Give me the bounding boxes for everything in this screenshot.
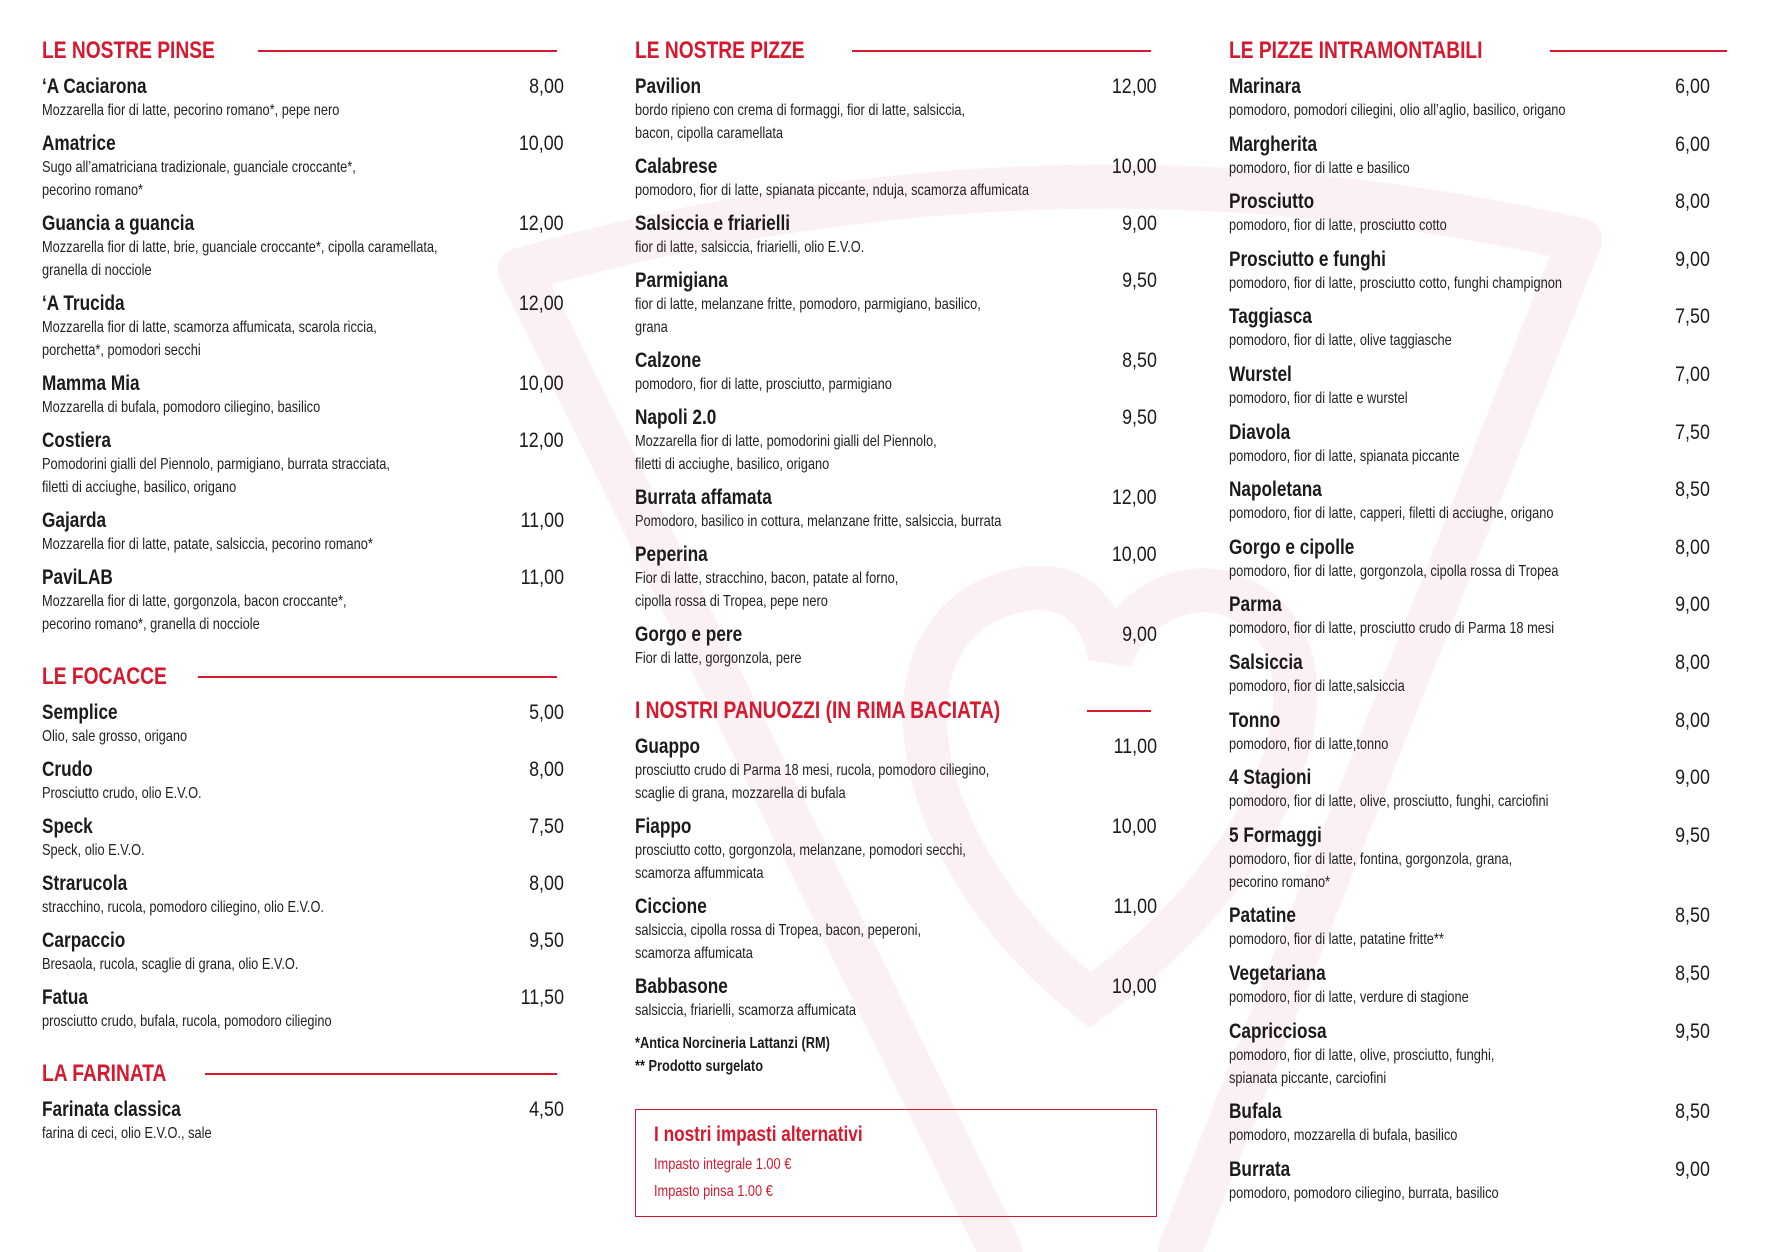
menu-item bbox=[1229, 363, 1710, 410]
item-name: Burrata bbox=[1229, 1157, 1291, 1181]
item-price: 9,00 bbox=[1122, 623, 1157, 646]
item-price: 9,50 bbox=[1122, 406, 1157, 429]
section-divider bbox=[205, 1073, 557, 1075]
item-description: pomodoro, fior di latte, patatine fritte** bbox=[1229, 931, 1444, 949]
menu-item bbox=[1229, 709, 1710, 756]
item-description: prosciutto crudo di Parma 18 mesi, rucola, pomodoro ciliegino, scaglie di grana, mozzarella di bufala bbox=[635, 762, 990, 802]
section-header bbox=[635, 33, 1157, 69]
item-price: 10,00 bbox=[1112, 815, 1157, 838]
item-description: pomodoro, fior di latte, prosciutto crudo di Parma 18 mesi bbox=[1229, 620, 1555, 638]
item-description: Mozzarella fior di latte, patate, salsiccia, pecorino romano* bbox=[42, 536, 373, 553]
item-price: 11,00 bbox=[1113, 735, 1157, 758]
item-name: ‘A Caciarona bbox=[42, 75, 147, 98]
item-name: Diavola bbox=[1229, 420, 1291, 444]
item-price: 12,00 bbox=[1112, 486, 1157, 509]
item-name: Costiera bbox=[42, 429, 111, 452]
menu-item bbox=[1229, 1020, 1710, 1090]
section-divider bbox=[198, 676, 557, 678]
menu-item bbox=[1229, 1158, 1710, 1205]
item-price: 6,00 bbox=[1675, 132, 1710, 156]
alternative-dough-pinsa: Impasto pinsa 1.00 € bbox=[654, 1183, 773, 1200]
section-title: LA FARINATA bbox=[42, 1060, 167, 1087]
menu-item bbox=[635, 486, 1157, 533]
item-name: Tonno bbox=[1229, 708, 1281, 732]
item-name: Calabrese bbox=[635, 155, 718, 178]
menu-item bbox=[1229, 593, 1710, 640]
item-price: 9,00 bbox=[1122, 212, 1157, 235]
item-name: Guancia a guancia bbox=[42, 212, 195, 235]
section-header bbox=[42, 659, 564, 695]
item-description: Mozzarella fior di latte, brie, guanciale croccante*, cipolla caramellata, granella di nocciole bbox=[42, 239, 438, 279]
item-description: pomodoro, fior di latte,salsiccia bbox=[1229, 677, 1405, 695]
item-price: 6,00 bbox=[1675, 75, 1710, 98]
alternative-dough-title: I nostri impasti alternativi bbox=[654, 1123, 863, 1146]
menu-item bbox=[635, 815, 1157, 885]
item-description: pomodoro, mozzarella di bufala, basilico bbox=[1229, 1127, 1458, 1145]
item-name: Gorgo e pere bbox=[635, 623, 743, 646]
menu-column-left bbox=[42, 33, 564, 1155]
item-description: pomodoro, fior di latte, spianata piccante bbox=[1229, 447, 1460, 465]
section-divider bbox=[1550, 50, 1727, 52]
menu-item bbox=[42, 566, 564, 636]
item-name: 5 Formaggi bbox=[1229, 823, 1322, 847]
item-description: prosciutto crudo, bufala, rucola, pomodoro ciliegino bbox=[42, 1013, 332, 1030]
item-name: Guappo bbox=[635, 735, 701, 758]
item-description: Olio, sale grosso, origano bbox=[42, 728, 188, 745]
item-price: 11,00 bbox=[520, 509, 564, 532]
item-price: 9,50 bbox=[1675, 823, 1710, 847]
section-title: LE PIZZE INTRAMONTABILI bbox=[1229, 37, 1483, 64]
item-price: 8,00 bbox=[1675, 535, 1710, 559]
section-title: LE NOSTRE PIZZE bbox=[635, 37, 805, 64]
item-price: 7,50 bbox=[1675, 305, 1710, 329]
section-header bbox=[635, 693, 1157, 729]
item-name: ‘A Trucida bbox=[42, 292, 125, 315]
item-name: Strarucola bbox=[42, 872, 128, 895]
menu-item bbox=[635, 75, 1157, 145]
item-price: 5,00 bbox=[529, 701, 564, 724]
item-name: Crudo bbox=[42, 758, 93, 781]
item-price: 9,00 bbox=[1675, 593, 1710, 617]
item-description: pomodoro, fior di latte, verdure di stagione bbox=[1229, 988, 1469, 1006]
section-divider bbox=[852, 50, 1151, 52]
item-description: pomodoro, fior di latte, capperi, filetti di acciughe, origano bbox=[1229, 505, 1554, 523]
menu-column-middle bbox=[635, 33, 1157, 1078]
section-header bbox=[42, 1056, 564, 1092]
section-divider bbox=[258, 50, 557, 52]
item-name: PaviLAB bbox=[42, 566, 113, 589]
item-name: Fiappo bbox=[635, 815, 692, 838]
menu-item bbox=[1229, 248, 1710, 295]
section-title: LE NOSTRE PINSE bbox=[42, 37, 215, 64]
menu-item bbox=[42, 986, 564, 1033]
item-name: Carpaccio bbox=[42, 929, 126, 952]
item-name: Vegetariana bbox=[1229, 961, 1326, 985]
menu-item bbox=[635, 895, 1157, 965]
menu-item bbox=[1229, 904, 1710, 951]
menu-item bbox=[635, 212, 1157, 259]
menu-item bbox=[42, 509, 564, 556]
item-price: 12,00 bbox=[519, 292, 564, 315]
item-description: Mozzarella fior di latte, pecorino romano*, pepe nero bbox=[42, 102, 340, 119]
item-price: 8,50 bbox=[1675, 961, 1710, 985]
footnote: *Antica Norcineria Lattanzi (RM) bbox=[635, 1035, 830, 1052]
menu-item bbox=[635, 975, 1157, 1022]
item-name: Pavilion bbox=[635, 75, 702, 98]
item-description: farina di ceci, olio E.V.O., sale bbox=[42, 1125, 212, 1142]
item-price: 9,50 bbox=[1675, 1019, 1710, 1043]
menu-item bbox=[42, 75, 564, 122]
item-description: Mozzarella fior di latte, scamorza affumicata, scarola riccia, porchetta*, pomodori secchi bbox=[42, 319, 377, 359]
item-name: 4 Stagioni bbox=[1229, 766, 1312, 790]
item-name: Speck bbox=[42, 815, 93, 838]
item-name: Amatrice bbox=[42, 132, 116, 155]
item-price: 8,50 bbox=[1675, 478, 1710, 502]
menu-item bbox=[42, 132, 564, 202]
item-description: Mozzarella fior di latte, pomodorini gialli del Piennolo, filetti di acciughe, basilico, origano bbox=[635, 433, 937, 473]
item-price: 9,50 bbox=[529, 929, 564, 952]
item-price: 8,00 bbox=[529, 758, 564, 781]
item-name: Ciccione bbox=[635, 895, 707, 918]
menu-item bbox=[1229, 1100, 1710, 1147]
section-header bbox=[1229, 33, 1710, 69]
item-description: pomodoro, fior di latte,tonno bbox=[1229, 735, 1389, 753]
item-name: Capricciosa bbox=[1229, 1019, 1327, 1043]
menu-item bbox=[635, 349, 1157, 396]
item-price: 7,50 bbox=[1675, 420, 1710, 444]
item-description: fior di latte, melanzane fritte, pomodoro, parmigiano, basilico, grana bbox=[635, 296, 981, 336]
item-description: bordo ripieno con crema di formaggi, fior di latte, salsiccia, bacon, cipolla caramellata bbox=[635, 102, 966, 142]
item-description: pomodoro, fior di latte e wurstel bbox=[1229, 389, 1408, 407]
item-price: 9,50 bbox=[1122, 269, 1157, 292]
item-description: pomodoro, fior di latte, spianata piccante, nduja, scamorza affumicata bbox=[635, 182, 1029, 199]
item-price: 10,00 bbox=[1112, 975, 1157, 998]
menu-item bbox=[42, 701, 564, 748]
item-price: 9,00 bbox=[1675, 247, 1710, 271]
item-name: Salsiccia bbox=[1229, 650, 1303, 674]
item-name: Prosciutto e funghi bbox=[1229, 247, 1386, 271]
menu-item bbox=[42, 815, 564, 862]
item-description: Pomodoro, basilico in cottura, melanzane fritte, salsiccia, burrata bbox=[635, 513, 1002, 530]
item-description: Mozzarella fior di latte, gorgonzola, bacon croccante*, pecorino romano*, granella di nocciole bbox=[42, 593, 347, 633]
item-price: 8,50 bbox=[1675, 1100, 1710, 1124]
section-divider bbox=[1087, 710, 1151, 712]
menu-item bbox=[42, 758, 564, 805]
menu-item bbox=[42, 929, 564, 976]
alternative-dough-integrale: Impasto integrale 1.00 € bbox=[654, 1156, 792, 1173]
item-price: 12,00 bbox=[519, 429, 564, 452]
menu-item bbox=[42, 372, 564, 419]
item-name: Peperina bbox=[635, 543, 708, 566]
item-price: 11,00 bbox=[520, 566, 564, 589]
menu-item bbox=[42, 212, 564, 282]
item-price: 10,00 bbox=[519, 372, 564, 395]
item-name: Napoletana bbox=[1229, 478, 1322, 502]
item-name: Gajarda bbox=[42, 509, 107, 532]
menu-section bbox=[635, 693, 1157, 1022]
menu-item bbox=[42, 872, 564, 919]
item-price: 7,00 bbox=[1675, 362, 1710, 386]
menu-item bbox=[635, 543, 1157, 613]
item-description: pomodoro, fior di latte, prosciutto cotto, funghi champignon bbox=[1229, 274, 1562, 292]
menu-item bbox=[1229, 305, 1710, 352]
item-price: 10,00 bbox=[1112, 155, 1157, 178]
item-price: 8,00 bbox=[1675, 650, 1710, 674]
item-price: 11,50 bbox=[520, 986, 564, 1009]
menu-item bbox=[1229, 766, 1710, 813]
item-description: stracchino, rucola, pomodoro ciliegino, olio E.V.O. bbox=[42, 899, 324, 916]
menu-item bbox=[635, 623, 1157, 670]
item-description: Fior di latte, stracchino, bacon, patate al forno, cipolla rossa di Tropea, pepe nero bbox=[635, 570, 899, 610]
item-price: 9,00 bbox=[1675, 1157, 1710, 1181]
item-description: pomodoro, pomodori ciliegini, olio all’aglio, basilico, origano bbox=[1229, 102, 1566, 119]
menu-item bbox=[1229, 536, 1710, 583]
item-name: Calzone bbox=[635, 349, 702, 372]
item-name: Fatua bbox=[42, 986, 88, 1009]
item-description: Mozzarella di bufala, pomodoro ciliegino, basilico bbox=[42, 399, 321, 416]
menu-item bbox=[1229, 651, 1710, 698]
menu-section bbox=[42, 33, 564, 636]
item-name: Semplice bbox=[42, 701, 118, 724]
item-price: 11,00 bbox=[1113, 895, 1157, 918]
item-name: Wurstel bbox=[1229, 362, 1292, 386]
item-price: 12,00 bbox=[1112, 75, 1157, 98]
item-description: prosciutto cotto, gorgonzola, melanzane, pomodori secchi, scamorza affummicata bbox=[635, 842, 966, 882]
item-price: 8,50 bbox=[1122, 349, 1157, 372]
menu-item bbox=[42, 292, 564, 362]
item-price: 7,50 bbox=[529, 815, 564, 838]
menu-item bbox=[635, 735, 1157, 805]
item-description: pomodoro, fior di latte e basilico bbox=[1229, 159, 1410, 177]
item-price: 8,00 bbox=[1675, 708, 1710, 732]
item-description: salsiccia, friarielli, scamorza affumicata bbox=[635, 1002, 856, 1019]
item-price: 12,00 bbox=[519, 212, 564, 235]
alternative-dough-box bbox=[635, 1109, 1157, 1217]
item-price: 10,00 bbox=[1112, 543, 1157, 566]
menu-section bbox=[635, 33, 1157, 670]
item-description: pomodoro, fior di latte, prosciutto, parmigiano bbox=[635, 376, 892, 393]
item-description: Pomodorini gialli del Piennolo, parmigiano, burrata stracciata, filetti di acciughe, basilico, origano bbox=[42, 456, 390, 496]
item-price: 8,00 bbox=[1675, 190, 1710, 214]
section-title: I NOSTRI PANUOZZI (IN RIMA BACIATA) bbox=[635, 697, 1001, 724]
menu-section bbox=[1229, 33, 1710, 1205]
menu-item bbox=[1229, 478, 1710, 525]
item-name: Babbasone bbox=[635, 975, 728, 998]
menu-section bbox=[42, 1056, 564, 1145]
item-name: Prosciutto bbox=[1229, 190, 1315, 214]
menu-item bbox=[635, 406, 1157, 476]
menu-item bbox=[1229, 421, 1710, 468]
item-name: Margherita bbox=[1229, 132, 1318, 156]
footnote: ** Prodotto surgelato bbox=[635, 1058, 764, 1075]
item-description: pomodoro, fior di latte, fontina, gorgonzola, grana, pecorino romano* bbox=[1229, 850, 1513, 891]
item-name: Salsiccia e friarielli bbox=[635, 212, 791, 235]
item-name: Mamma Mia bbox=[42, 372, 140, 395]
item-name: Farinata classica bbox=[42, 1098, 181, 1121]
item-name: Parma bbox=[1229, 593, 1282, 617]
item-description: pomodoro, pomodoro ciliegino, burrata, basilico bbox=[1229, 1184, 1499, 1202]
item-description: fior di latte, salsiccia, friarielli, olio E.V.O. bbox=[635, 239, 865, 256]
item-description: salsiccia, cipolla rossa di Tropea, bacon, peperoni, scamorza affumicata bbox=[635, 922, 922, 962]
item-price: 10,00 bbox=[519, 132, 564, 155]
item-name: Napoli 2.0 bbox=[635, 406, 717, 429]
section-title: LE FOCACCE bbox=[42, 663, 167, 690]
footnotes bbox=[635, 1032, 1157, 1078]
item-description: Speck, olio E.V.O. bbox=[42, 842, 145, 859]
item-description: pomodoro, fior di latte, olive, prosciutto, funghi, spianata piccante, carciofini bbox=[1229, 1046, 1495, 1087]
item-description: Bresaola, rucola, scaglie di grana, olio E.V.O. bbox=[42, 956, 299, 973]
menu-item bbox=[42, 429, 564, 499]
item-price: 8,00 bbox=[529, 872, 564, 895]
item-description: pomodoro, fior di latte, olive taggiasche bbox=[1229, 332, 1452, 350]
item-price: 8,50 bbox=[1675, 904, 1710, 928]
menu-item bbox=[1229, 75, 1710, 122]
menu-section bbox=[42, 659, 564, 1033]
item-name: Bufala bbox=[1229, 1100, 1282, 1124]
item-name: Patatine bbox=[1229, 904, 1296, 928]
menu-item bbox=[1229, 824, 1710, 894]
menu-item bbox=[1229, 133, 1710, 180]
menu-item bbox=[42, 1098, 564, 1145]
item-description: pomodoro, fior di latte, prosciutto cotto bbox=[1229, 217, 1447, 235]
item-name: Marinara bbox=[1229, 75, 1301, 98]
item-name: Taggiasca bbox=[1229, 305, 1312, 329]
item-price: 9,00 bbox=[1675, 766, 1710, 790]
menu-item bbox=[1229, 962, 1710, 1009]
menu-item bbox=[635, 155, 1157, 202]
item-description: pomodoro, fior di latte, olive, prosciutto, funghi, carciofini bbox=[1229, 793, 1549, 811]
item-name: Parmigiana bbox=[635, 269, 728, 292]
item-description: Fior di latte, gorgonzola, pere bbox=[635, 650, 802, 667]
menu-column-right bbox=[1229, 33, 1710, 1215]
item-description: pomodoro, fior di latte, gorgonzola, cipolla rossa di Tropea bbox=[1229, 562, 1559, 580]
item-name: Gorgo e cipolle bbox=[1229, 535, 1355, 559]
item-price: 4,50 bbox=[529, 1098, 564, 1121]
item-description: Prosciutto crudo, olio E.V.O. bbox=[42, 785, 202, 802]
menu-item bbox=[635, 269, 1157, 339]
section-header bbox=[42, 33, 564, 69]
item-description: Sugo all’amatriciana tradizionale, guanciale croccante*, pecorino romano* bbox=[42, 159, 356, 199]
item-price: 8,00 bbox=[529, 75, 564, 98]
item-name: Burrata affamata bbox=[635, 486, 772, 509]
menu-item bbox=[1229, 190, 1710, 237]
